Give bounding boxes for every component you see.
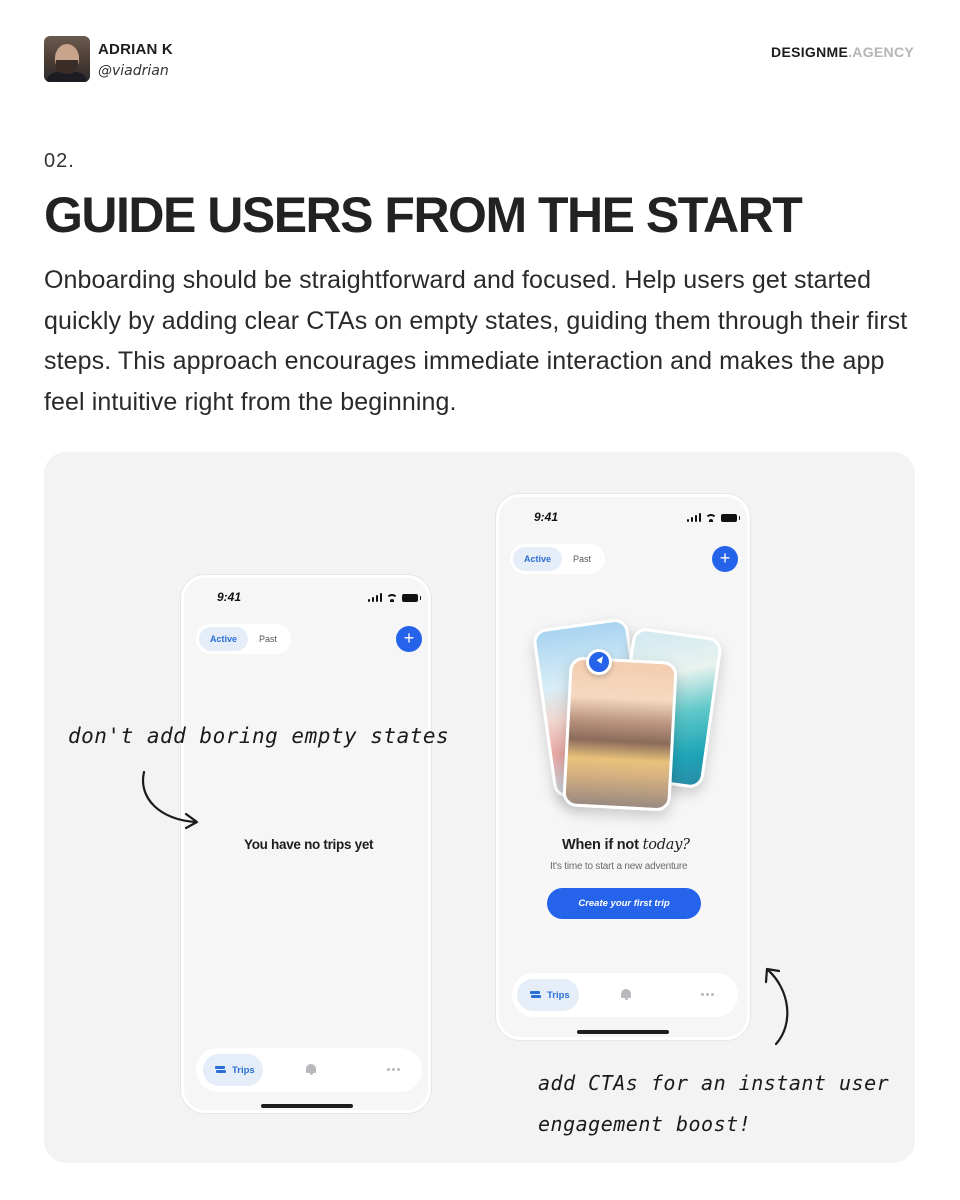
home-indicator — [577, 1030, 669, 1034]
tab-trips-label: Trips — [232, 1064, 255, 1076]
add-trip-button[interactable]: + — [712, 546, 738, 572]
bottom-tab-bar — [512, 973, 738, 1017]
compass-icon — [586, 649, 612, 675]
status-time: 9:41 — [217, 590, 242, 604]
signpost-icon — [530, 990, 541, 1001]
phone-empty-state — [181, 575, 431, 1113]
author-name: ADRIAN K — [98, 41, 173, 58]
bell-icon[interactable] — [621, 989, 631, 1000]
author-handle: @viadrian — [98, 63, 169, 79]
destination-photo-center — [562, 656, 678, 811]
tab-past[interactable]: Past — [573, 554, 592, 564]
brand-logo: DESIGNME.AGENCY — [771, 44, 914, 60]
trip-filter-segment — [196, 624, 291, 654]
battery-icon — [721, 514, 737, 522]
tab-active[interactable]: Active — [513, 547, 562, 571]
add-trip-button[interactable]: + — [396, 626, 422, 652]
battery-icon — [402, 594, 418, 602]
tab-trips[interactable] — [517, 979, 579, 1011]
cta-subtext: It's time to start a new adventure — [550, 861, 688, 872]
status-time: 9:41 — [534, 510, 559, 524]
phone-cta-state — [496, 494, 750, 1040]
more-dots-icon[interactable] — [387, 1068, 400, 1071]
tab-trips[interactable] — [203, 1054, 263, 1086]
more-dots-icon[interactable] — [701, 993, 714, 996]
wifi-icon — [705, 514, 717, 522]
signal-icon — [687, 513, 702, 522]
arrow-to-empty-state — [136, 768, 206, 832]
tab-trips-label: Trips — [547, 989, 570, 1001]
arrow-to-cta — [760, 962, 800, 1048]
cta-headline: When if not today? — [562, 837, 690, 853]
bottom-tab-bar — [196, 1048, 422, 1092]
author-avatar — [44, 36, 90, 82]
section-title: GUIDE USERS FROM THE START — [44, 187, 802, 243]
tab-past[interactable]: Past — [259, 634, 278, 644]
annotation-cta-line1: add CTAs for an instant user — [538, 1071, 890, 1095]
empty-state-message: You have no trips yet — [244, 837, 374, 852]
home-indicator — [261, 1104, 353, 1108]
signpost-icon — [215, 1065, 226, 1076]
status-icons — [368, 593, 419, 602]
section-body: Onboarding should be straightforward and focused. Help users get started quickly by adding clear CTAs on empty states, guiding them through their first steps. This approach encourages immediate interaction and makes the app feel intuitive right from the beginning. — [44, 266, 908, 416]
bell-icon[interactable] — [306, 1064, 316, 1075]
annotation-empty-state: don't add boring empty states — [68, 724, 450, 748]
wifi-icon — [386, 594, 398, 602]
tab-active[interactable]: Active — [199, 627, 248, 651]
create-first-trip-button[interactable]: Create your first trip — [547, 888, 701, 919]
signal-icon — [368, 593, 383, 602]
status-icons — [687, 513, 738, 522]
section-number: 02. — [44, 150, 75, 172]
annotation-cta-line2: engagement boost! — [538, 1112, 752, 1136]
trip-filter-segment — [510, 544, 605, 574]
